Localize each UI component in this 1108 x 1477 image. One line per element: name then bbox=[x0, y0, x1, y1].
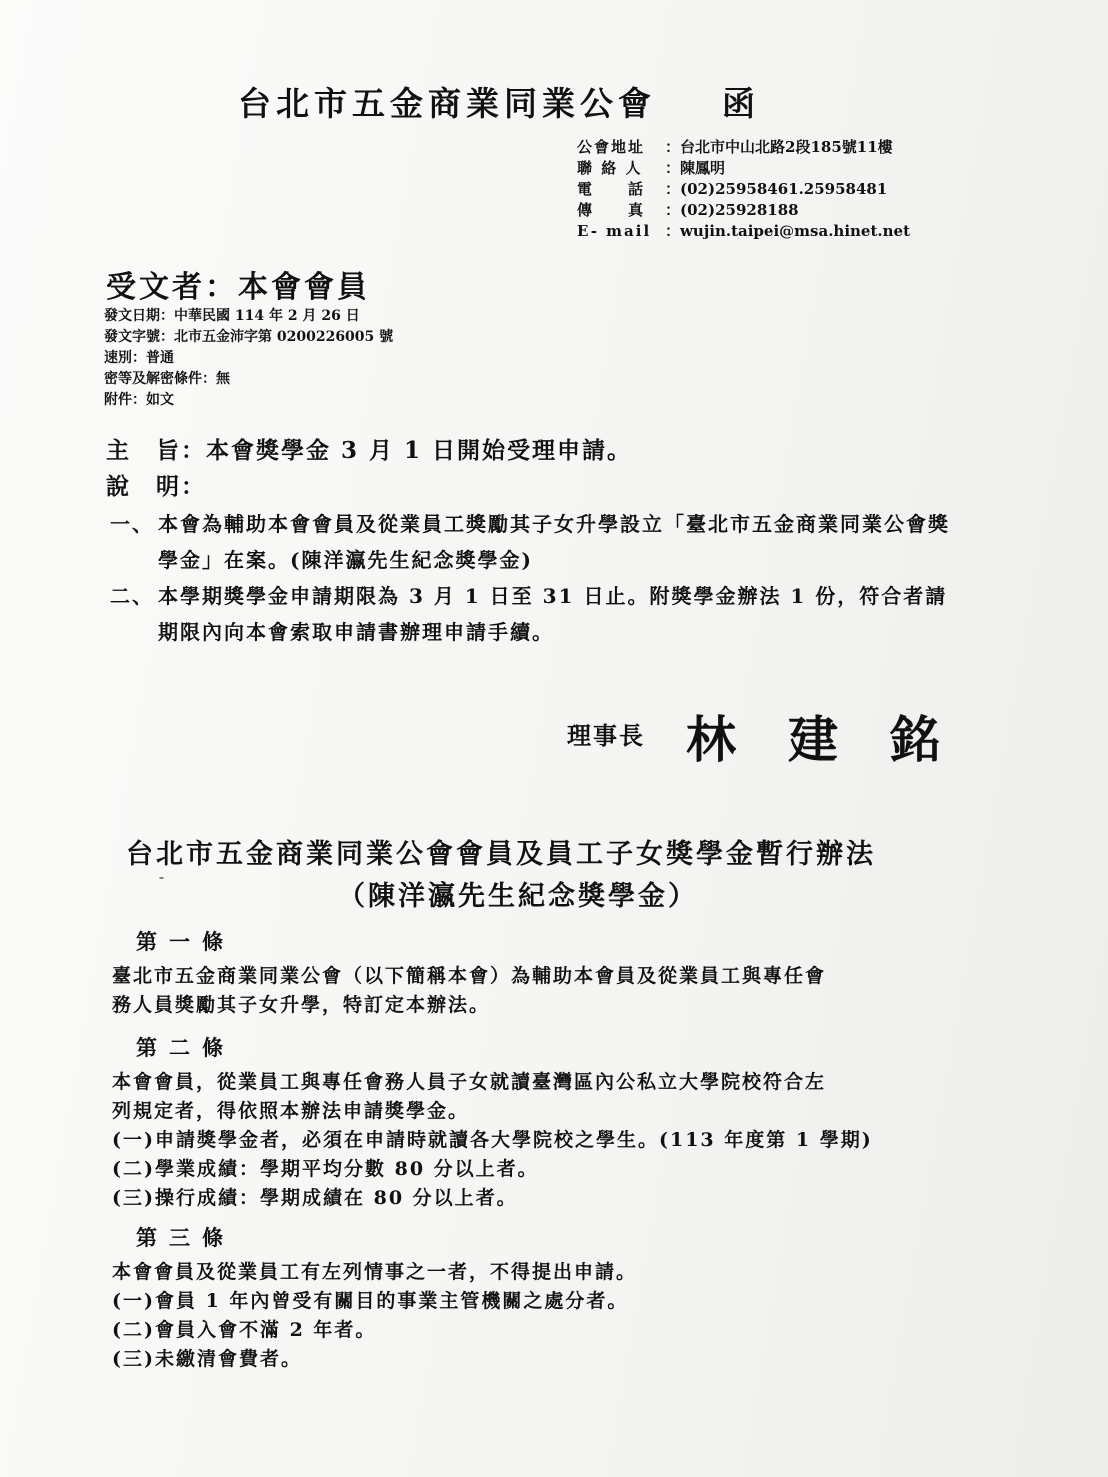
article-line: 務人員獎勵其子女升學，特訂定本辦法。 bbox=[112, 994, 491, 1016]
contact-value: wujin.taipei@msa.hinet.net bbox=[680, 222, 911, 240]
stray-mark: ˉ bbox=[158, 876, 165, 892]
item-text: 本學期獎學金申請期限為 3 月 1 日至 31 日止。附獎學金辦法 1 份，符合者請期限內向本會索取申請書辦理申請手續。 bbox=[158, 584, 948, 644]
contact-email: E- mail ： wujin.taipei@msa.hinet.net bbox=[577, 222, 911, 240]
contact-block bbox=[577, 137, 910, 242]
rules-subtitle: （陳洋瀛先生紀念獎學金） bbox=[338, 881, 698, 912]
article-line: (二)會員入會不滿 2 年者。 bbox=[112, 1319, 377, 1341]
contact-label: 傳 真 bbox=[577, 201, 646, 219]
article-line: (三)未繳清會費者。 bbox=[112, 1348, 302, 1370]
article-line: (一)申請獎學金者，必須在申請時就讀各大學院校之學生。(113 年度第 1 學期) bbox=[112, 1129, 873, 1151]
contact-phone: 電 話 ： (02)25958461.25958481 bbox=[577, 180, 888, 198]
article-body bbox=[112, 962, 952, 1020]
article-heading: 第二條 bbox=[136, 1035, 235, 1060]
signature-title: 理事長 bbox=[567, 721, 645, 750]
article-heading: 第三條 bbox=[136, 1225, 235, 1250]
item-text: 本會為輔助本會會員及從業員工獎勵其子女升學設立「臺北市五金商業同業公會獎學金」在案。(陳洋瀛先生紀念獎學金) bbox=[158, 512, 950, 572]
article-line: (三)操行成績：學期成績在 80 分以上者。 bbox=[112, 1187, 518, 1209]
meta-attachment: 附件：如文 bbox=[104, 392, 174, 408]
explain-label: 說 明： bbox=[106, 473, 206, 500]
contact-value: 陳鳳明 bbox=[680, 159, 726, 177]
subject: 主 旨：本會獎學金 3 月 1 日開始受理申請。 bbox=[106, 437, 633, 464]
rules-title: 台北市五金商業同業公會會員及員工子女獎學金暫行辦法 bbox=[126, 839, 876, 870]
meta-block bbox=[104, 306, 393, 411]
contact-label: 公會地址 bbox=[577, 138, 646, 156]
meta-speed: 速別：普通 bbox=[104, 350, 174, 366]
article-line: 本會會員及從業員工有左列情事之一者，不得提出申請。 bbox=[112, 1261, 638, 1283]
article-body bbox=[112, 1258, 952, 1374]
contact-value: 台北市中山北路2段185號11樓 bbox=[680, 138, 893, 156]
explain-item bbox=[110, 578, 950, 650]
signature-name: 林建銘 bbox=[686, 710, 992, 769]
contact-label: 聯 絡 人 bbox=[577, 159, 643, 177]
article-line: (二)學業成績：學期平均分數 80 分以上者。 bbox=[112, 1158, 539, 1180]
meta-secrecy: 密等及解密條件：無 bbox=[104, 371, 230, 387]
contact-person: 聯 絡 人 ： 陳鳳明 bbox=[577, 159, 726, 177]
article-line: (一)會員 1 年內曾受有關目的事業主管機關之處分者。 bbox=[112, 1290, 629, 1312]
contact-value: (02)25928188 bbox=[680, 201, 799, 219]
explain-item bbox=[110, 506, 950, 578]
article-line: 列規定者，得依照本辦法申請獎學金。 bbox=[112, 1100, 470, 1122]
org-title: 台北市五金商業同業公會 bbox=[238, 84, 656, 123]
article-body bbox=[112, 1068, 952, 1213]
article-heading: 第一條 bbox=[136, 929, 235, 954]
doc-type: 函 bbox=[722, 84, 755, 123]
meta-date: 發文日期：中華民國 114 年 2 月 26 日 bbox=[104, 308, 360, 324]
contact-address: 公會地址 ： 台北市中山北路2段185號11樓 bbox=[577, 138, 893, 156]
contact-label: E- mail bbox=[577, 222, 652, 240]
contact-label: 電 話 bbox=[577, 180, 646, 198]
article-line: 臺北市五金商業同業公會（以下簡稱本會）為輔助本會員及從業員工與專任會 bbox=[112, 965, 827, 987]
article-line: 本會會員，從業員工與專任會務人員子女就讀臺灣區內公私立大學院校符合左 bbox=[112, 1071, 827, 1093]
meta-number: 發文字號：北市五金沛字第 0200226005 號 bbox=[104, 329, 394, 345]
recipient: 受文者：本會會員 bbox=[106, 270, 370, 305]
item-number: 一、 bbox=[110, 512, 154, 536]
contact-fax: 傳 真 ： (02)25928188 bbox=[577, 201, 799, 219]
item-number: 二、 bbox=[110, 584, 154, 608]
contact-value: (02)25958461.25958481 bbox=[680, 180, 888, 198]
